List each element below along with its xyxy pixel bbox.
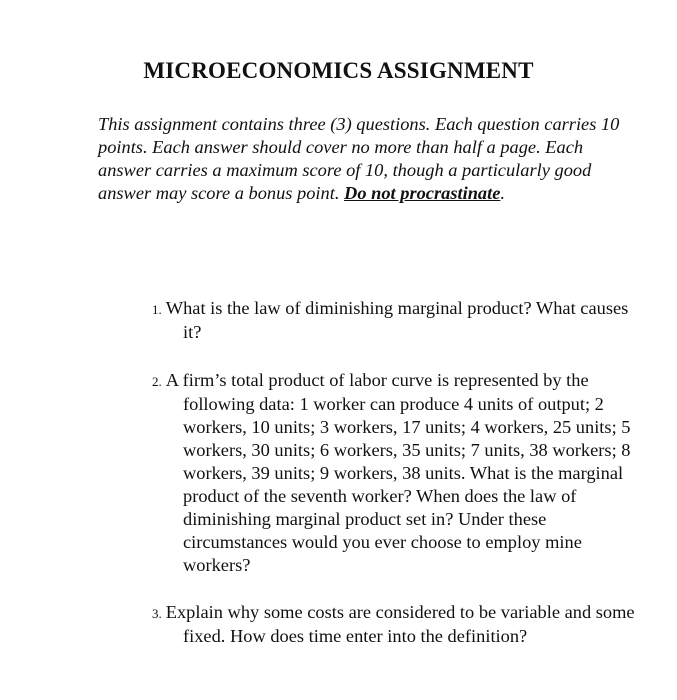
- question-text: A firm’s total product of labor curve is represented by the following data: 1 worker can produce 4 units of output; 2 workers, 10 units; 3 workers, 17 units; 4 workers, 25 units; 5 workers, 30 units; 6 workers, 35 units; 7 units, 38 workers; 8 workers, 39 units; 9 workers, 38 units. What is the marginal product of the seventh worker? When does the law of diminishing marginal product set in? Under these circumstances would you ever choose to employ mine workers?: [165, 370, 631, 575]
- do-not-procrastinate-emphasis: Do not procrastinate: [344, 183, 501, 203]
- question-list: [139, 297, 639, 648]
- question-text: Explain why some costs are considered to be variable and some fixed. How does time enter into the definition?: [165, 602, 635, 646]
- question-item: [139, 297, 639, 344]
- question-number: 3.: [152, 606, 162, 621]
- question-number: 1.: [152, 302, 162, 317]
- instructions-period: .: [500, 183, 505, 203]
- instructions-text: This assignment contains three (3) questions. Each question carries 10 points. Each answer should cover no more than half a page. Each answer carries a maximum score of 10, though a particularly good answer may score a bonus point.: [98, 114, 620, 203]
- assignment-instructions: [98, 113, 628, 205]
- document-title: MICROECONOMICS ASSIGNMENT: [143, 58, 534, 83]
- question-item: [139, 601, 639, 648]
- question-number: 2.: [152, 374, 162, 389]
- question-text: What is the law of diminishing marginal product? What causes it?: [165, 298, 629, 342]
- question-item: [139, 369, 639, 577]
